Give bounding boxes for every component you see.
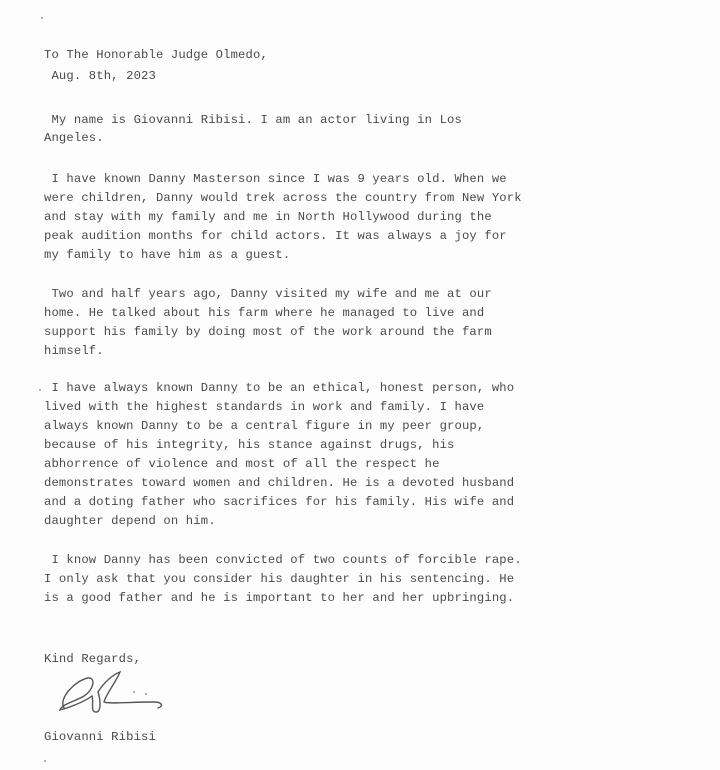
signer-name: Giovanni Ribisi xyxy=(44,730,156,744)
paragraph-4-line-8: daughter depend on him. xyxy=(44,514,216,528)
paragraph-2-line-1: I have known Danny Masterson since I was 9 years old. When we xyxy=(44,172,507,186)
paragraph-1-line-1: My name is Giovanni Ribisi. I am an actor living in Los xyxy=(44,113,462,127)
letter-date: Aug. 8th, 2023 xyxy=(44,69,156,83)
paragraph-2-line-3: and stay with my family and me in North Hollywood during the xyxy=(44,210,492,224)
paragraph-4-line-2: lived with the highest standards in work and family. I have xyxy=(44,400,485,414)
paragraph-1-line-2: Angeles. xyxy=(44,131,104,145)
paragraph-4-line-5: abhorrence of violence and most of all the respect he xyxy=(44,457,440,471)
paragraph-4-line-4: because of his integrity, his stance against drugs, his xyxy=(44,438,455,452)
signature-icon xyxy=(54,668,174,716)
paragraph-4-line-7: and a doting father who sacrifices for his family. His wife and xyxy=(44,495,515,509)
paragraph-5-line-2: I only ask that you consider his daughter in his sentencing. He xyxy=(44,572,515,586)
paragraph-5-line-1: I know Danny has been convicted of two counts of forcible rape. xyxy=(44,553,522,567)
paragraph-3-line-2: home. He talked about his farm where he managed to live and xyxy=(44,306,485,320)
paragraph-3-line-4: himself. xyxy=(44,344,104,358)
scan-speck xyxy=(39,389,41,391)
paragraph-4-line-3: always known Danny to be a central figure in my peer group, xyxy=(44,419,485,433)
scan-speck xyxy=(44,760,46,762)
paragraph-3-line-3: support his family by doing most of the work around the farm xyxy=(44,325,492,339)
paragraph-2-line-5: my family to have him as a guest. xyxy=(44,248,291,262)
paragraph-5-line-3: is a good father and he is important to her and her upbringing. xyxy=(44,591,515,605)
paragraph-4-line-1: I have always known Danny to be an ethical, honest person, who xyxy=(44,381,515,395)
scan-speck xyxy=(41,17,43,19)
paragraph-2-line-2: were children, Danny would trek across the country from New York xyxy=(44,191,522,205)
paragraph-4-line-6: demonstrates toward women and children. He is a devoted husband xyxy=(44,476,515,490)
closing: Kind Regards, xyxy=(44,652,142,666)
paragraph-2-line-4: peak audition months for child actors. It was always a joy for xyxy=(44,229,507,243)
salutation: To The Honorable Judge Olmedo, xyxy=(44,48,268,62)
paragraph-3-line-1: Two and half years ago, Danny visited my wife and me at our xyxy=(44,287,492,301)
